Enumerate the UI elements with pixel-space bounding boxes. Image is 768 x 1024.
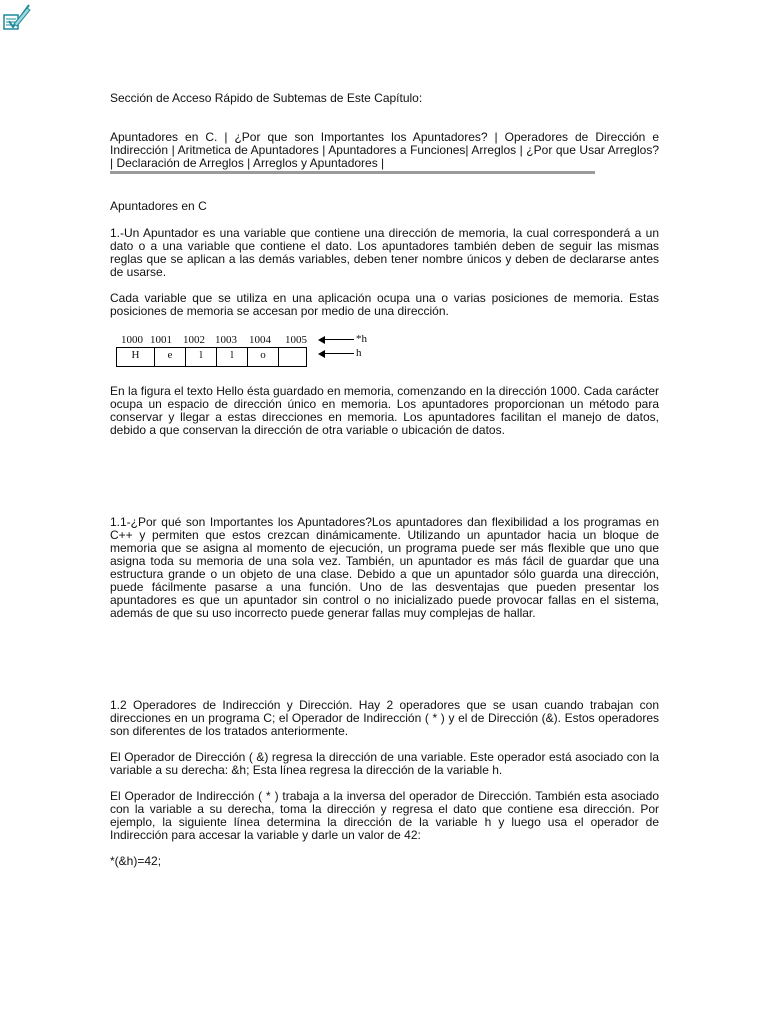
memory-cell [279,348,306,366]
section-title: Sección de Acceso Rápido de Subtemas de Este Capítulo: [110,91,423,105]
paragraph-indirection-operator: El Operador de Indirección ( * ) trabaja a la inversa del operador de Dirección. También esta asociado con la variable a su derecha, toma la dirección y regresa el dato que contiene esa dirección. Por ejemplo, la siguiente línea determina la dirección de la variable h y luego usa el operador de Indirección para accesar la variable y darle un valor de 42: [110,789,659,842]
paragraph-address-operator: El Operador de Dirección ( &) regresa la dirección de una variable. Este operador está asociado con la variable a su derecha: &h; Esta línea regresa la dirección de la variable h. [110,750,659,777]
pointer-arrow-bottom [318,348,388,360]
address-label: 1002 [183,334,205,346]
memory-cell: H [117,348,155,366]
checkmark-pencil-icon [2,2,32,32]
memory-cell: e [155,348,186,366]
code-example: *(&h)=42; [110,854,162,868]
paragraph-definition: 1.-Un Apuntador es una variable que contiene una dirección de memoria, la cual corresponderá a un dato o a una variable que contiene el dato. Los apuntadores también deben de seguir las mismas reglas que se aplican a las demás variables, deben tener nombre únicos y deben de declararse antes de usarse. [110,226,659,279]
pointer-label: h [356,347,362,359]
memory-cell: l [217,348,248,366]
document-content [110,92,659,868]
quick-access-links[interactable]: Apuntadores en C. | ¿Por que son Importantes los Apuntadores? | Operadores de Dirección e Indirección | Aritmetica de Apuntadores | Apuntadores a Funciones| Arreglos | ¿Por que Usar Arreglos? | Declaración de Arreglos | Arreglos y Apuntadores | [110,130,659,170]
arrow-left-icon [318,336,325,344]
divider [110,171,595,174]
paragraph-memory: Cada variable que se utiliza en una aplicación ocupa una o varias posiciones de memoria. Estas posiciones de memoria se accesan por medio de una dirección. [110,291,659,318]
paragraph-operators: 1.2 Operadores de Indirección y Dirección. Hay 2 operadores que se usan cuando trabajan con direcciones en un programa C; el Operador de Indirección ( * ) y el de Dirección (&). Estos operadores son diferentes de los tratados anteriormente. [110,698,659,738]
address-label: 1003 [215,334,237,346]
pointer-label: *h [356,333,367,345]
memory-diagram [110,330,659,378]
address-label: 1004 [249,334,271,346]
address-label: 1005 [285,334,307,346]
paragraph-importance: 1.1-¿Por qué son Importantes los Apuntadores?Los apuntadores dan flexibilidad a los programas en C++ y permiten que estos crezcan dinámicamente. Utilizando un apuntador hacia un bloque de memoria que se asigna al momento de ejecución, un programa puede ser más flexible que uno que asigna toda su memoria de una sola vez. También, un apuntador es más fácil de guardar que una estructura grande o un objeto de una clase. Debido a que un apuntador sólo guarda una dirección, puede fácilmente pasarse a una función. Uno de las desventajas que pueden presentar los apuntadores es que un apuntador sin control o no inicializado puede provocar fallas en el sistema, además de que su uso incorrecto puede generar fallas muy complejas de hallar. [110,515,659,620]
paragraph-figure-explanation: En la figura el texto Hello ésta guardado en memoria, comenzando en la dirección 1000. Cada carácter ocupa un espacio de dirección único en memoria. Los apuntadores proporcionan un método para conservar y llegar a estas direcciones en memoria. Los apuntadores facilitan el manejo de datos, debido a que conservan la dirección de otra variable o ubicación de datos. [110,384,659,437]
memory-cell: l [186,348,217,366]
section-heading: Apuntadores en C [110,199,207,213]
memory-cell: o [248,348,279,366]
memory-cells [116,347,307,367]
address-label: 1000 [121,334,143,346]
arrow-left-icon [318,350,325,358]
pointer-arrow-top [318,334,388,346]
address-label: 1001 [150,334,172,346]
